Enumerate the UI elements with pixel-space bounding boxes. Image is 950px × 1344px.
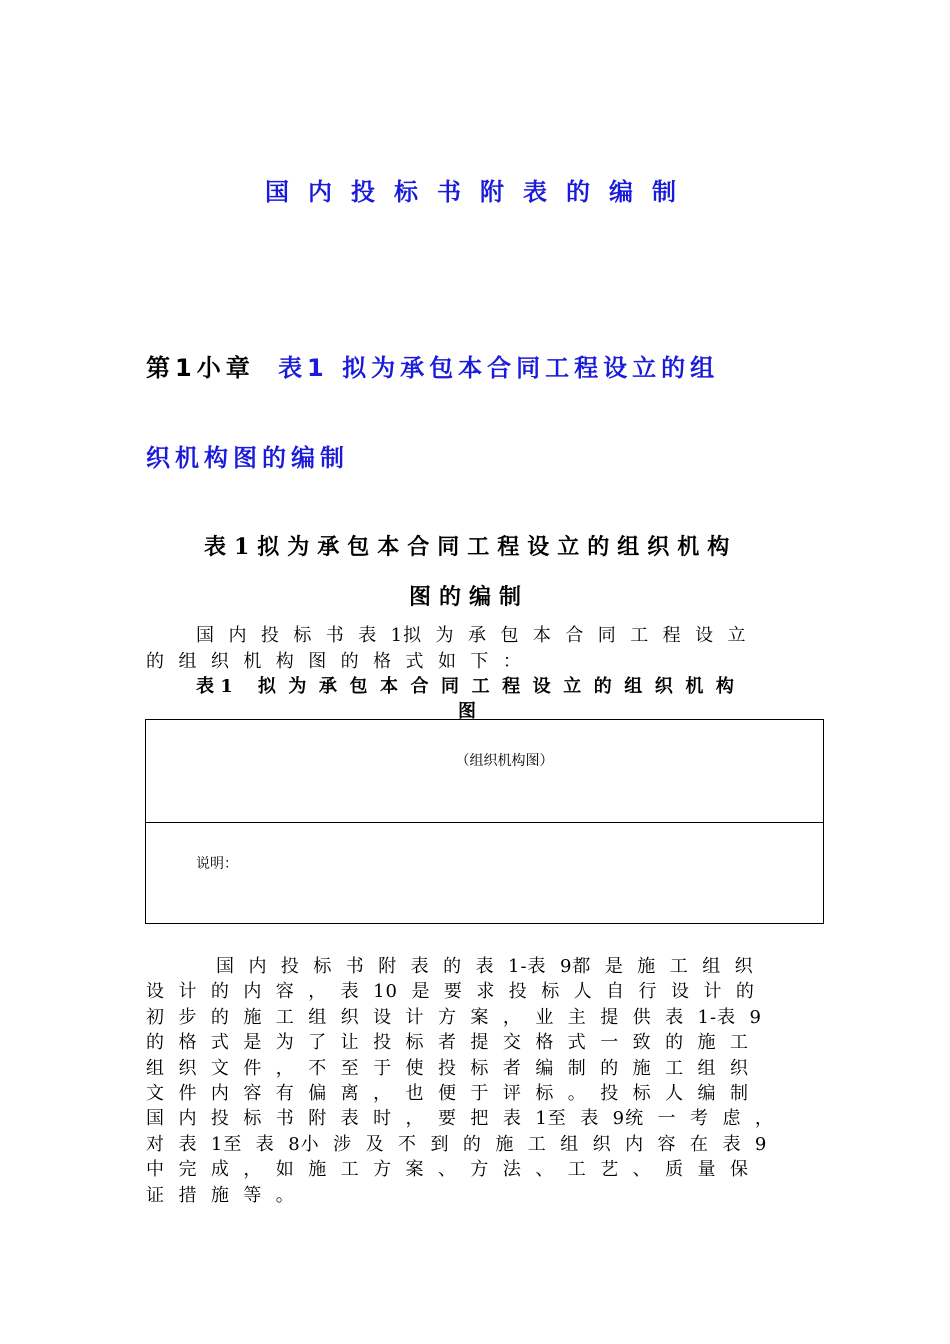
chapter-prefix: 第1小章 [146,354,255,382]
body-line: 初 步 的 施 工 组 织 设 计 方 案 ， 业 主 提 供 表 1-表 9 [146,1007,762,1028]
body-line: 中 完 成 ， 如 施 工 方 案 、 方 法 、 工 艺 、 质 量 保 [146,1159,749,1180]
chapter-heading-line1 [146,348,826,383]
body-line: 国 内 投 标 书 附 表 时 ， 要 把 表 1至 表 9统 一 考 虑 ， [146,1108,774,1129]
section-title-line2: 图的编制 [409,584,530,610]
chapter-title-line1: 表1 拟为承包本合同工程设立的组 [278,354,720,382]
note-label: 说明： [196,856,238,872]
table-caption-line2: 图 [458,701,476,722]
body-line: 国 内 投 标 书 附 表 的 表 1-表 9都 是 施 工 组 织 [216,956,754,977]
org-chart-placeholder: （组织机构图） [455,753,554,769]
body-line: 组 织 文 件 ， 不 至 于 使 投 标 者 编 制 的 施 工 组 织 [146,1058,749,1079]
intro-line2: 的 组 织 机 构 图 的 格 式 如 下 ： [146,651,522,672]
chapter-heading-line2 [146,438,826,473]
body-line: 的 格 式 是 为 了 让 投 标 者 提 交 格 式 一 致 的 施 工 [146,1032,749,1053]
body-line: 文 件 内 容 有 偏 离 ， 也 便 于 评 标 。 投 标 人 编 制 [146,1083,749,1104]
note-cell [145,822,824,924]
section-title-line1: 表1拟为承包本合同工程设立的组织机构 [204,534,738,560]
intro-line1: 国 内 投 标 书 表 1拟 为 承 包 本 合 同 工 程 设 立 [196,625,747,646]
body-line: 对 表 1至 表 8小 涉 及 不 到 的 施 工 组 织 内 容 在 表 9 [146,1134,768,1155]
org-chart-cell [145,719,824,823]
body-line: 证 措 施 等 。 [146,1185,295,1206]
table-caption-line1: 表 1 拟 为 承 包 本 合 同 工 程 设 立 的 组 织 机 构 [196,676,734,697]
document-title: 国内投标书附表的编制 [265,178,695,206]
body-line: 设 计 的 内 容 ， 表 10 是 要 求 投 标 人 自 行 设 计 的 [146,981,755,1002]
chapter-title-line2: 织机构图的编制 [146,444,349,472]
